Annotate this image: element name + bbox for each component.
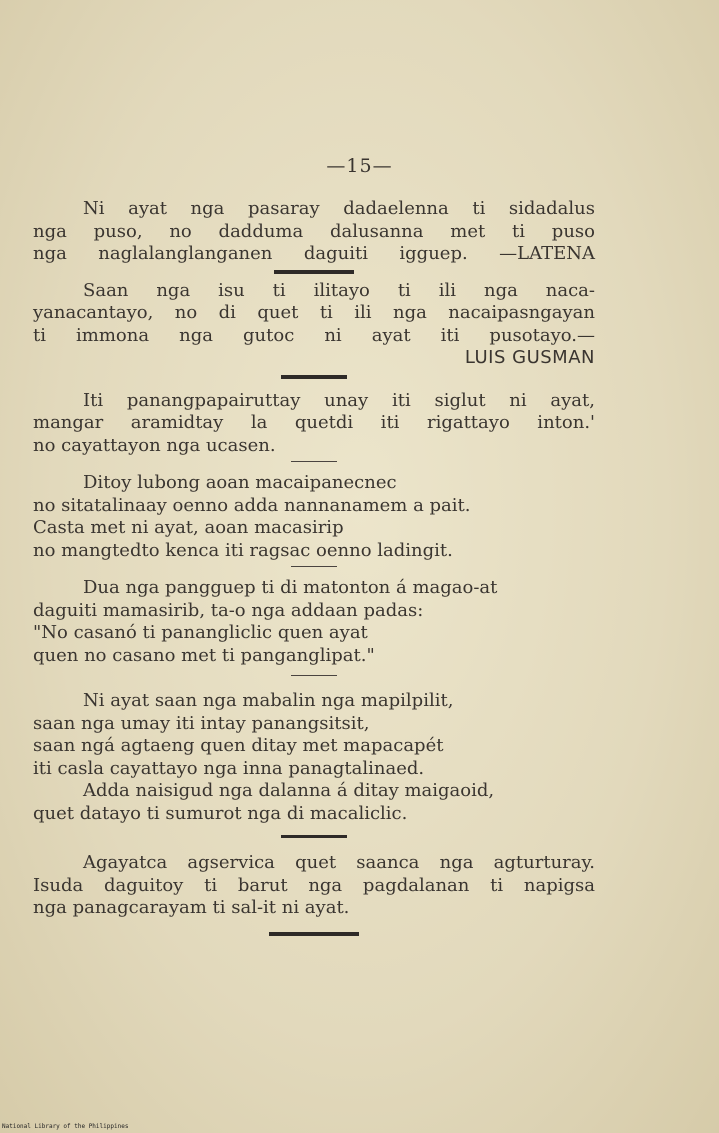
text-line: nga panagcarayam ti sal-it ni ayat. [33,897,350,918]
quote-siglut [33,390,595,458]
text-line: ti immona nga gutoc ni ayat iti pusotayo.— [33,324,595,346]
divider [291,675,337,676]
text-line: no cayattayon nga ucasen. [33,434,276,456]
divider [291,461,337,462]
text-line: "No casanó ti panangliclic quen ayat [33,622,368,643]
text-line: Isuda daguitoy ti barut nga pagdalanan ti napigsa [33,874,595,896]
text-line: quet datayo ti sumurot nga di macaliclic. [33,802,408,824]
divider [281,375,347,379]
text-line: nga naglalanglanganen daguiti igguep. —LATENA [33,243,595,264]
text-line: Casta met ni ayat, aoan macasirip [33,517,344,538]
quote-latena [33,198,595,221]
page-number: —15— [326,155,393,177]
text-line: Saan nga isu ti ilitayo ti ili nga naca- [83,279,595,301]
poem-pangguep [33,577,595,667]
text-line: Ni ayat saan nga mabalin nga mapilpilit, [83,690,454,711]
text-line: no mangtedto kenca iti ragsac oenno ladingit. [33,539,453,561]
text-line: Dua nga pangguep ti di matonton á magao-at [83,577,498,598]
divider [291,566,337,567]
divider [269,932,359,936]
divider [281,835,347,838]
divider [274,270,354,274]
quote-latena-cont [33,221,595,266]
text-line: no sitatalinaay oenno adda nannanamem a pait. [33,494,471,516]
text-line: saan ngá agtaeng quen ditay met mapacapét [33,735,444,756]
text-line: quen no casano met ti panganglipat." [33,644,375,666]
text-line: Agayatca agservica quet saanca nga agturturay. [83,852,595,873]
quote-agayatca [33,852,595,920]
text-line: Ni ayat nga pasaray dadaelenna ti sidadalus [83,198,595,219]
poem-mapilpilit [33,690,595,825]
page-content [33,198,595,936]
text-line: iti casla cayattayo nga inna panagtalinaed. [33,757,425,779]
signature: LUIS GUSMAN [464,347,595,368]
text-line: mangar aramidtay la quetdi iti rigattayo inton.' [33,412,595,433]
text-line: yanacantayo, no di quet ti ili nga nacaipasngayan [33,302,595,323]
text-line: nga puso, no dadduma dalusanna met ti puso [33,220,595,242]
library-watermark: National Library of the Philippines [2,1123,129,1130]
poem-lubong [33,472,595,562]
text-line: Iti panangpapairuttay unay iti siglut ni ayat, [83,389,595,411]
text-line: Adda naisigud nga dalanna á ditay maigaoid, [83,780,495,801]
text-line: daguiti mamasirib, ta-o nga addaan padas: [33,599,424,621]
text-line: Ditoy lubong aoan macaipanecnec [83,472,397,493]
quote-gusman [33,280,595,370]
text-line: saan nga umay iti intay panangsitsit, [33,712,370,734]
